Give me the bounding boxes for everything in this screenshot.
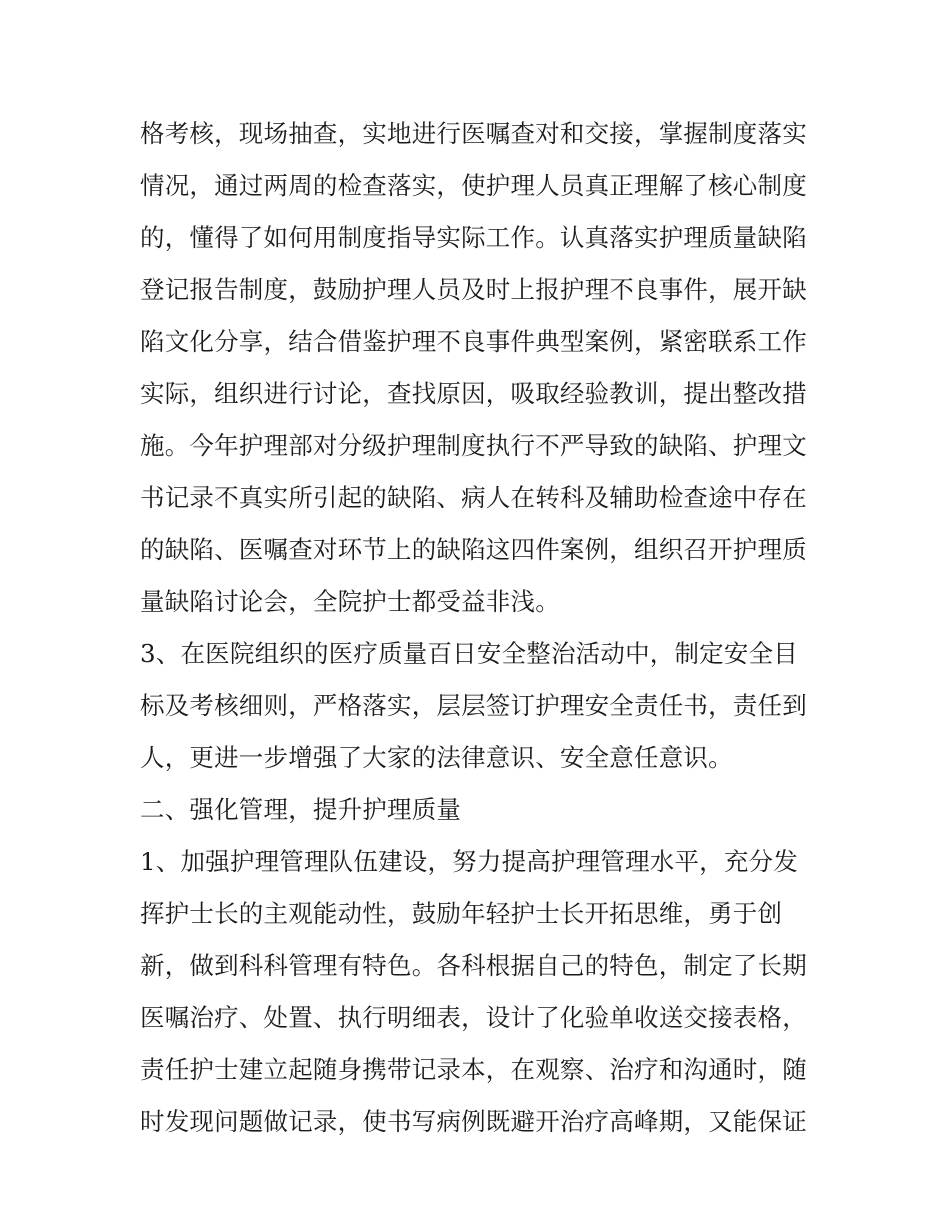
text-line: 书记录不真实所引起的缺陷、病人在转科及辅助检查途中存在 [140, 483, 807, 512]
text-line: 3、在医院组织的医疗质量百日安全整治活动中，制定安全目 [140, 639, 798, 668]
text-line: 人，更进一步增强了大家的法律意识、安全意任意识。 [140, 743, 733, 772]
text-line: 标及考核细则，严格落实，层层签订护理安全责任书，责任到 [140, 691, 807, 720]
text-line: 1、加强护理管理队伍建设，努力提高护理管理水平，充分发 [140, 847, 798, 876]
text-line: 的缺陷、医嘱查对环节上的缺陷这四件案例，组织召开护理质 [140, 535, 807, 564]
text-line: 陷文化分享，结合借鉴护理不良事件典型案例，紧密联系工作 [140, 327, 807, 356]
text-line: 的，懂得了如何用制度指导实际工作。认真落实护理质量缺陷 [140, 223, 807, 252]
text-line: 时发现问题做记录，使书写病例既避开治疗高峰期，又能保证 [140, 1107, 807, 1136]
text-line: 量缺陷讨论会，全院护士都受益非浅。 [140, 587, 560, 616]
section-heading: 二、强化管理，提升护理质量 [140, 795, 462, 824]
text-line: 实际，组织进行讨论，查找原因，吸取经验教训，提出整改措 [140, 379, 807, 408]
text-line: 医嘱治疗、处置、执行明细表，设计了化验单收送交接表格， [140, 1003, 807, 1032]
text-line: 施。今年护理部对分级护理制度执行不严导致的缺陷、护理文 [140, 431, 807, 460]
text-line: 格考核，现场抽查，实地进行医嘱查对和交接，掌握制度落实 [140, 119, 807, 148]
text-line: 挥护士长的主观能动性，鼓励年轻护士长开拓思维，勇于创 [140, 899, 783, 928]
text-line: 登记报告制度，鼓励护理人员及时上报护理不良事件，展开缺 [140, 275, 807, 304]
text-line: 情况，通过两周的检查落实，使护理人员真正理解了核心制度 [140, 171, 807, 200]
body-text [140, 108, 830, 1148]
text-line: 新，做到科科管理有特色。各科根据自己的特色，制定了长期 [140, 951, 807, 980]
text-line: 责任护士建立起随身携带记录本，在观察、治疗和沟通时，随 [140, 1055, 807, 1084]
